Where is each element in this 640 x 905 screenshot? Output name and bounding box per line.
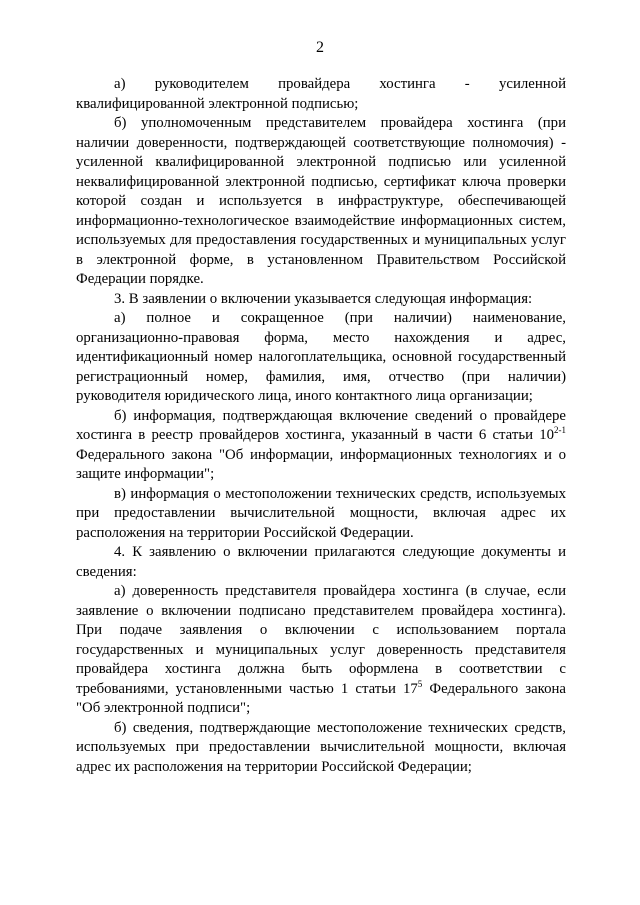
paragraph-3b-text-after: Федерального закона "Об информации, информационных технологиях и о защите информации"; [76, 446, 566, 482]
article-superscript: 5 [417, 678, 423, 689]
article-superscript: 2-1 [554, 425, 566, 435]
paragraph-2a-head: а) руководителем провайдера хостинга - усиленной квалифицированной электронной подписью; [76, 76, 566, 112]
paragraph-2b-representative: б) уполномоченным представителем провайдера хостинга (при наличии доверенности, подтверждающей соответствующие полномочия) - усиленной квалифицированной электронной подписью или усиленной неквалифицированной электронной подписью, сертификат ключа проверки которой создан и используется в инфраструктуре, обеспечивающей информационно-технологическое взаимодействие информационных систем, используемых для предоставления государственных и муниципальных услуг в электронной форме, в установленном Правительством Российской Федерации порядке. [76, 115, 566, 287]
paragraph-4a-power-of-attorney [76, 582, 566, 719]
document-body [76, 75, 566, 777]
paragraph-3c-location-info: в) информация о местоположении технических средств, используемых при предоставлении вычислительной мощности, включая адрес их расположения на территории Российской Федерации. [76, 485, 566, 541]
paragraph-4-heading: 4. К заявлению о включении прилагаются следующие документы и сведения: [76, 544, 566, 580]
paragraph-3b-text-before: б) информация, подтверждающая включение сведений о провайдере хостинга в реестр провайдеров хостинга, указанный в части 6 статьи 10 [76, 407, 566, 443]
paragraph-3a-organization-info: а) полное и сокращенное (при наличии) наименование, организационно-правовая форма, место нахождения и адрес, идентификационный номер налогоплательщика, основной государственный регистрационный номер, фамилия, имя, отчество (при наличии) руководителя юридического лица, иного контактного лица организации; [76, 310, 566, 404]
paragraph-4a-text-after: Федерального закона "Об электронной подписи"; [76, 680, 566, 716]
paragraph-4a-text-before: а) доверенность представителя провайдера хостинга (в случае, если заявление о включении подписано представителем провайдера хостинга). При подаче заявления о включении с использованием портала государственных и муниципальных услуг доверенность представителя провайдера хостинга должна быть оформлена в соответствии с требованиями, установленными частью 1 статьи 17 [76, 583, 566, 697]
paragraph-3-heading: 3. В заявлении о включении указывается следующая информация: [114, 290, 533, 307]
paragraph-3b-registry-info [76, 407, 566, 485]
page-number: 2 [316, 39, 324, 56]
paragraph-4b-location-details: б) сведения, подтверждающие местоположение технических средств, используемых при предоставлении вычислительной мощности, включая адрес их расположения на территории Российской Федерации; [76, 719, 566, 775]
